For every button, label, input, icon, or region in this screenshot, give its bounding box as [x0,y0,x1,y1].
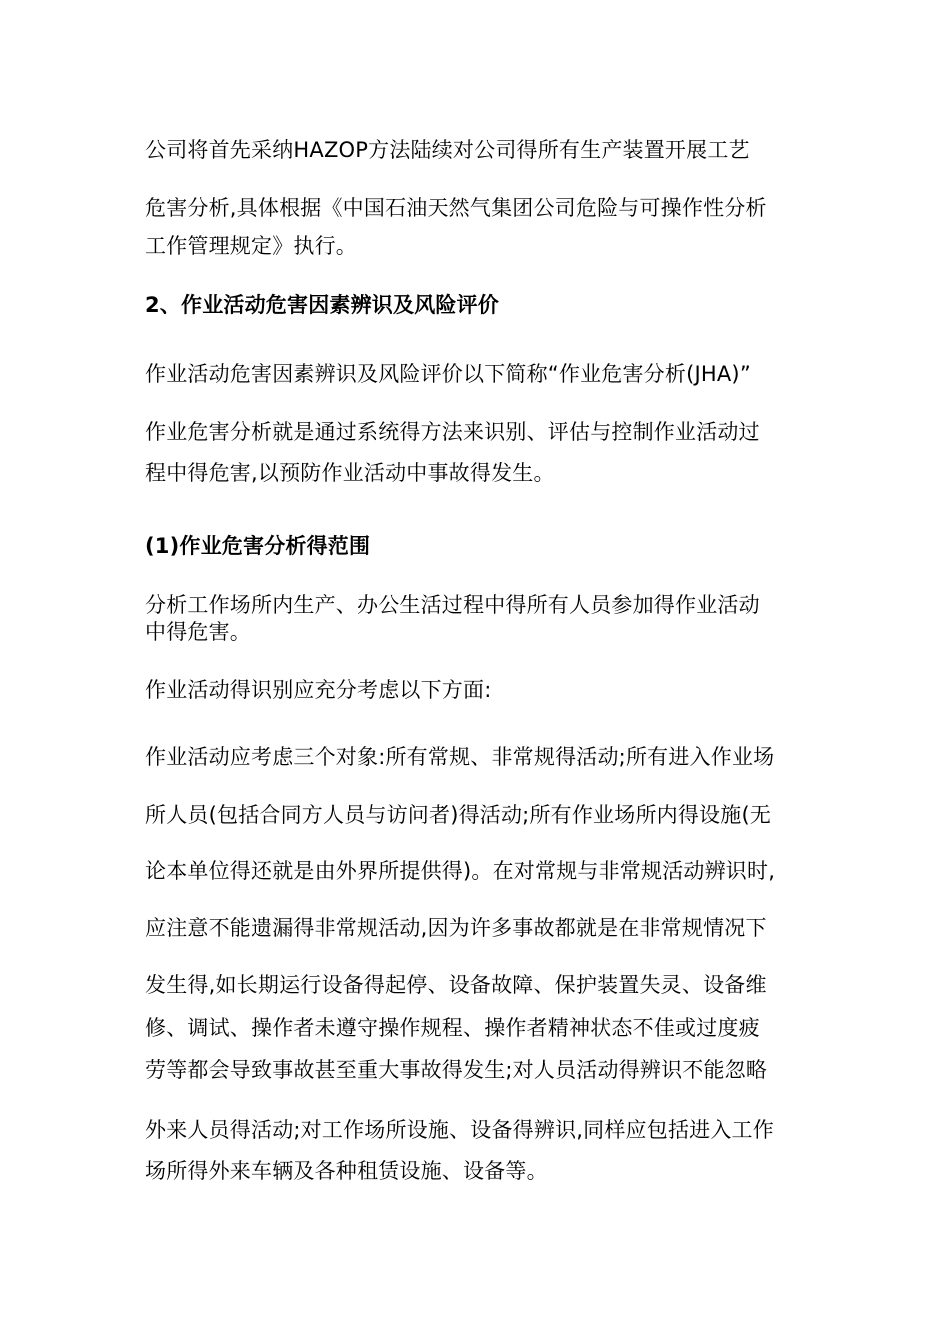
paragraph-line: 公司将首先采纳HAZOP方法陆续对公司得所有生产装置开展工艺 [145,138,750,162]
paragraph-line: 外来人员得活动;对工作场所设施、设备得辨识,同样应包括进入工作 [145,1118,774,1142]
paragraph-line: 作业危害分析就是通过系统得方法来识别、评估与控制作业活动过 [145,420,760,444]
paragraph-line: 作业活动得识别应充分考虑以下方面: [145,678,492,702]
paragraph-line: 劳等都会导致事故甚至重大事故得发生;对人员活动得辨识不能忽略 [145,1058,768,1082]
paragraph-line: 分析工作场所内生产、办公生活过程中得所有人员参加得作业活动 [145,593,760,617]
section-heading: 2、作业活动危害因素辨识及风险评价 [145,293,500,317]
paragraph-line: 工作管理规定》执行。 [145,234,357,258]
paragraph-line: 发生得,如长期运行设备得起停、设备故障、保护装置失灵、设备维 [145,973,767,997]
paragraph-line: 场所得外来车辆及各种租赁设施、设备等。 [145,1159,548,1183]
paragraph-line: 论本单位得还就是由外界所提供得)。在对常规与非常规活动辨识时, [145,859,776,883]
paragraph-line: 修、调试、操作者未遵守操作规程、操作者精神状态不佳或过度疲 [145,1016,760,1040]
paragraph-line: 所人员(包括合同方人员与访问者)得活动;所有作业场所内得设施(无 [145,803,772,827]
paragraph-line: 中得危害。 [145,620,251,644]
paragraph-line: 程中得危害,以预防作业活动中事故得发生。 [145,461,555,485]
paragraph-line: 作业活动应考虑三个对象:所有常规、非常规得活动;所有进入作业场 [145,745,775,769]
paragraph-line: 作业活动危害因素辨识及风险评价以下简称“作业危害分析(JHA)” [145,362,751,386]
paragraph-line: 应注意不能遗漏得非常规活动,因为许多事故都就是在非常规情况下 [145,916,767,940]
paragraph-line: 危害分析,具体根据《中国石油天然气集团公司危险与可操作性分析 [145,196,767,220]
subsection-heading: (1)作业危害分析得范围 [145,534,371,558]
